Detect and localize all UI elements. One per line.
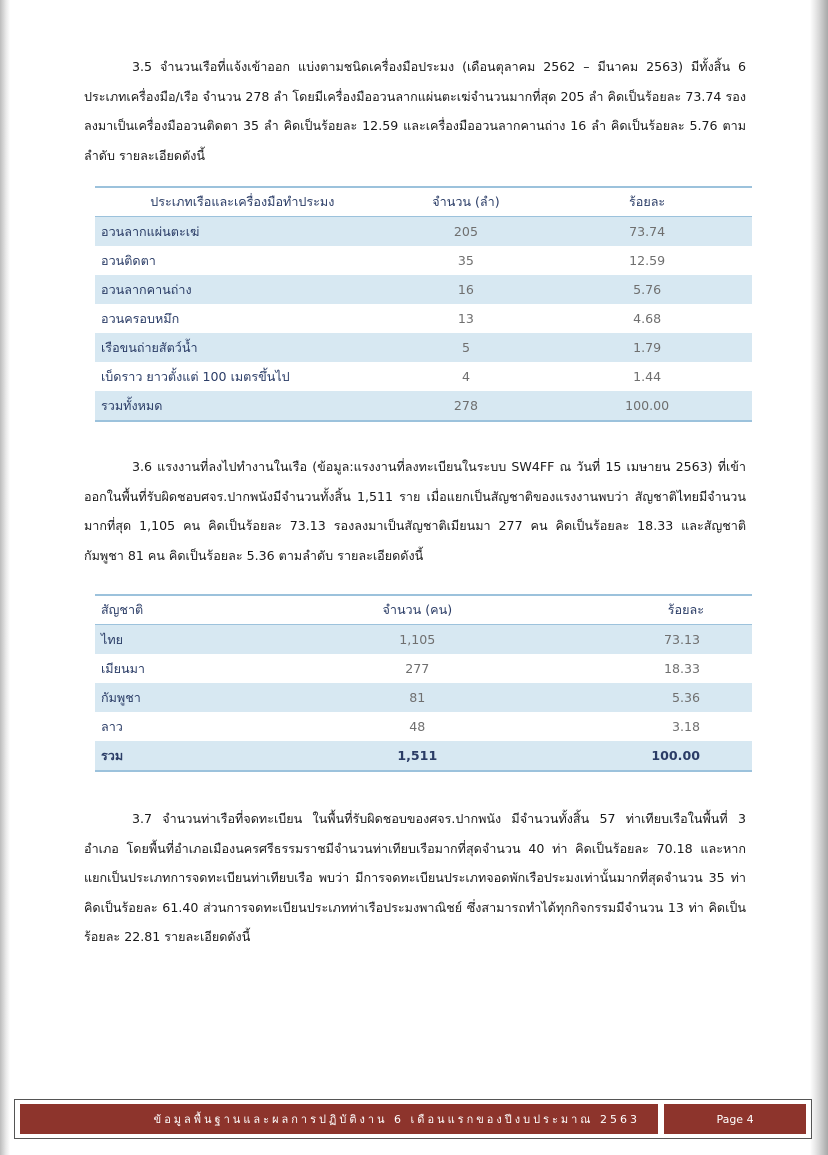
row-percent: 5.76 xyxy=(542,275,752,304)
table-row xyxy=(95,333,752,362)
table-header-row xyxy=(95,595,752,625)
row-percent: 4.68 xyxy=(633,311,662,326)
table-row xyxy=(95,246,752,275)
page-edge-shadow-right xyxy=(810,0,828,1155)
row-count: 35 xyxy=(457,253,474,268)
table-header-row xyxy=(95,187,752,217)
row-count: 1,105 xyxy=(320,625,514,655)
total-count: 278 xyxy=(390,391,543,421)
footer-title-bar xyxy=(20,1104,658,1134)
total-percent: 100.00 xyxy=(514,741,752,771)
column-header-percent: ร้อยละ xyxy=(514,595,752,625)
column-header-count: จำนวน (คน) xyxy=(320,595,514,625)
row-count: 16 xyxy=(390,275,543,304)
row-percent: 12.59 xyxy=(629,253,666,268)
table-row xyxy=(95,304,752,333)
footer-title: ข้อมูลพื้นฐานและผลการปฏิบัติงาน 6 เดือนแรกของปีงบประมาณ 2563 xyxy=(153,1113,640,1126)
column-header-nationality: สัญชาติ xyxy=(95,595,320,625)
table-row xyxy=(95,712,752,741)
row-percent: 73.13 xyxy=(514,625,752,655)
row-label: อวนครอบหมึก xyxy=(101,310,180,326)
row-count: 48 xyxy=(409,719,426,734)
total-count: 1,511 xyxy=(320,741,514,771)
row-label: ลาว xyxy=(101,718,123,734)
row-label: อวนลากแผ่นตะเฆ่ xyxy=(95,217,390,247)
row-label: ไทย xyxy=(95,625,320,655)
fishing-gear-table xyxy=(95,186,752,422)
table-row xyxy=(95,625,752,655)
footer-page-box xyxy=(664,1104,806,1134)
row-count: 205 xyxy=(390,217,543,247)
labor-nationality-table xyxy=(95,594,752,772)
row-count: 13 xyxy=(457,311,474,326)
row-label: เมียนมา xyxy=(101,660,145,676)
row-label: อวนลากคานถ่าง xyxy=(95,275,390,304)
row-percent: 18.33 xyxy=(663,661,700,676)
table-row xyxy=(95,654,752,683)
row-percent: 73.74 xyxy=(542,217,752,247)
table-total-row xyxy=(95,741,752,771)
column-header-gear-type: ประเภทเรือและเครื่องมือทำประมง xyxy=(95,187,390,217)
section-3-7-paragraph: 3.7 จำนวนท่าเรือที่จดทะเบียน ในพื้นที่รับผิดชอบของศจร.ปากพนัง มีจำนวนทั้งสิ้น 57 ท่าเทียบเรือในพื้นที่ 3 อำเภอ โดยพื้นที่อำเภอเมืองนครศรีธรรมราชมีจำนวนท่าเทียบเรือมากที่สุดจำนวน 40 ท่า คิดเป็นร้อยละ 70.18 และหากแยกเป็นประเภทการจดทะเบียนท่าเทียบเรือ พบว่า มีการจดทะเบียนประเภทจอดพักเรือประมงเท่านั้นมากที่สุดจำนวน 35 ท่า คิดเป็นร้อยละ 61.40 ส่วนการจดทะเบียนประเภทท่าเรือประมงพาณิชย์ ซึ่งสามารถทำได้ทุกกิจกรรมมีจำนวน 13 ท่า คิดเป็นร้อยละ 22.81 รายละเอียดดังนี้ xyxy=(84,811,746,944)
row-label: เรือขนถ่ายสัตว์น้ำ xyxy=(95,333,390,362)
page-edge-shadow-left xyxy=(0,0,10,1155)
row-label: กัมพูชา xyxy=(95,683,320,712)
row-percent: 1.79 xyxy=(542,333,752,362)
section-3-6-paragraph: 3.6 แรงงานที่ลงไปทำงานในเรือ (ข้อมูล:แรงงานที่ลงทะเบียนในระบบ SW4FF ณ วันที่ 15 เมษายน 2563) ที่เข้าออกในพื้นที่รับผิดชอบศจร.ปากพนังมีจำนวนทั้งสิ้น 1,511 ราย เมื่อแยกเป็นสัญชาติของแรงงานพบว่า สัญชาติไทยมีจำนวนมากที่สุด 1,105 คน คิดเป็นร้อยละ 73.13 รองลงมาเป็นสัญชาติเมียนมา 277 คน คิดเป็นร้อยละ 18.33 และสัญชาติกัมพูชา 81 คน คิดเป็นร้อยละ 5.36 ตามลำดับ รายละเอียดดังนี้ xyxy=(84,459,746,563)
row-count: 277 xyxy=(405,661,430,676)
row-count: 5 xyxy=(390,333,543,362)
page-number: Page 4 xyxy=(716,1112,754,1126)
total-label: รวม xyxy=(95,741,320,771)
row-percent: 3.18 xyxy=(671,719,700,734)
total-label: รวมทั้งหมด xyxy=(95,391,390,421)
total-percent: 100.00 xyxy=(542,391,752,421)
section-3-5-paragraph: 3.5 จำนวนเรือที่แจ้งเข้าออก แบ่งตามชนิดเครื่องมือประมง (เดือนตุลาคม 2562 – มีนาคม 2563) มีทั้งสิ้น 6 ประเภทเครื่องมือ/เรือ จำนวน 278 ลำ โดยมีเครื่องมืออวนลากแผ่นตะเฆ่จำนวนมากที่สุด 205 ลำ คิดเป็นร้อยละ 73.74 รองลงมาเป็นเครื่องมืออวนติดตา 35 ลำ คิดเป็นร้อยละ 12.59 และเครื่องมืออวนลากคานถ่าง 16 ลำ คิดเป็นร้อยละ 5.76 ตามลำดับ รายละเอียดดังนี้ xyxy=(84,59,746,163)
table-row xyxy=(95,683,752,712)
column-header-count: จำนวน (ลำ) xyxy=(390,187,543,217)
table-row xyxy=(95,275,752,304)
row-percent: 1.44 xyxy=(633,369,662,384)
row-count: 4 xyxy=(461,369,470,384)
row-label: อวนติดตา xyxy=(101,252,156,268)
row-count: 81 xyxy=(320,683,514,712)
column-header-percent: ร้อยละ xyxy=(542,187,752,217)
table-row xyxy=(95,217,752,247)
table-row xyxy=(95,362,752,391)
table-total-row xyxy=(95,391,752,421)
row-label: เบ็ดราว ยาวตั้งแต่ 100 เมตรขึ้นไป xyxy=(101,368,290,384)
row-percent: 5.36 xyxy=(514,683,752,712)
